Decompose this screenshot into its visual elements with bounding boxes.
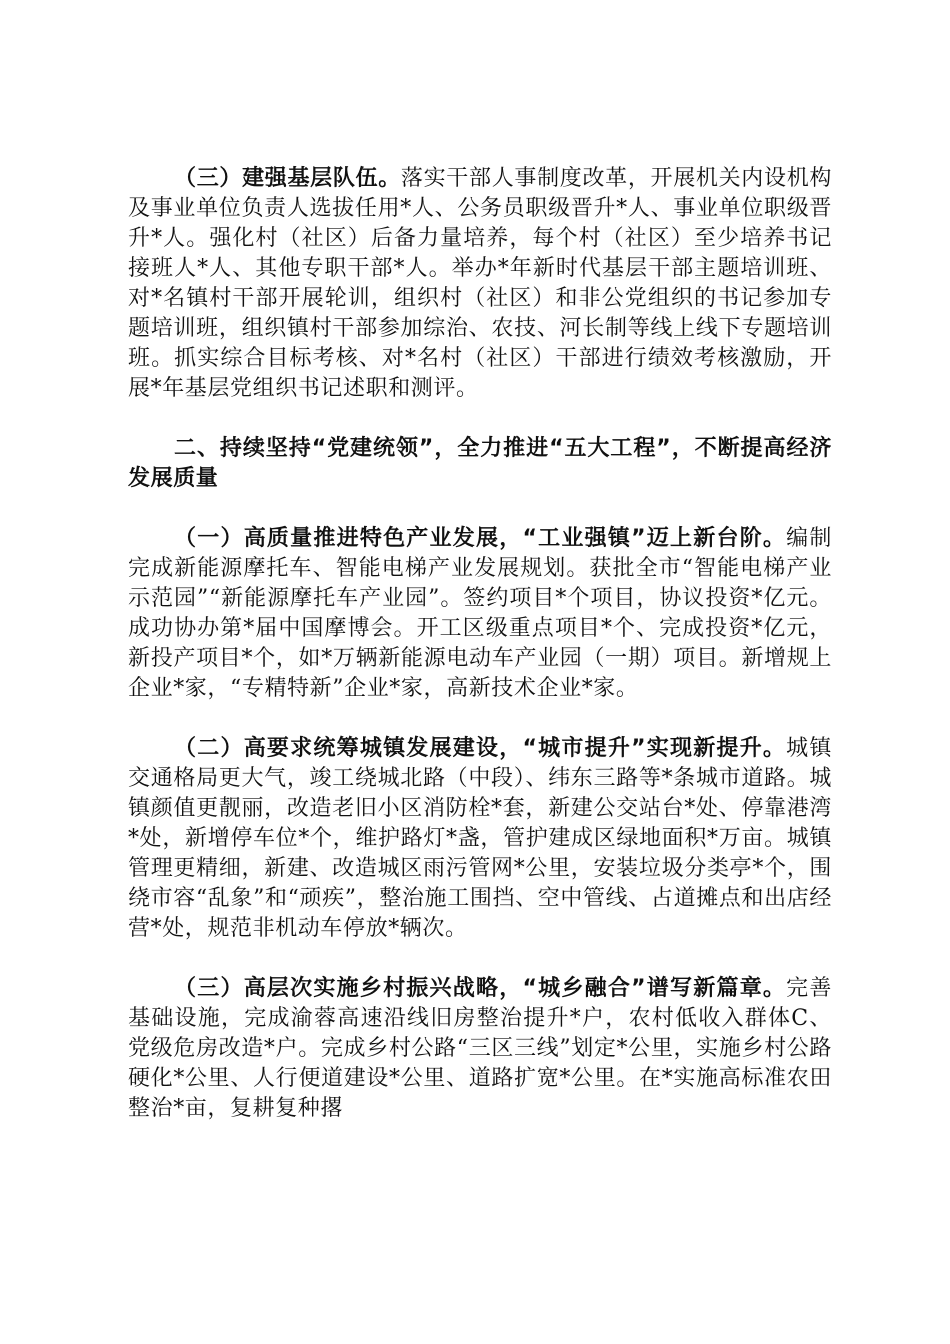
document-page: [128, 164, 832, 1124]
section-body: 城镇交通格局更大气，竣工绕城北路（中段）、纬东三路等*条城市道路。城镇颜值更靓丽，改造老旧小区消防栓*套，新建公交站台*处、停靠港湾*处，新增停车位*个，维护路灯*盏，管护建成区绿地面积*万亩。城镇管理更精细，新建、改造城区雨污管网*公里，安装垃圾分类亭*个，围绕市容“乱象”和“顽疾”，整治施工围挡、空中管线、占道摊点和出店经营*处，规范非机动车停放*辆次。: [128, 736, 833, 941]
heading-text: 二、持续坚持“党建统领”，全力推进“五大工程”，不断提高经济发展质量: [128, 436, 832, 491]
section-industry: [128, 524, 832, 704]
section-heading-two: [128, 434, 832, 494]
section-body: 完善基础设施，完成渝蓉高速沿线旧房整治提升*户，农村低收入群体C、党级危房改造*户。完成乡村公路“三区三线”划定*公里，实施乡村公路硬化*公里、人行便道建设*公里、道路扩宽*公里。在*实施高标准农田整治*亩，复耕复种撂: [128, 976, 833, 1121]
section-urban: [128, 734, 832, 944]
section-body: 编制完成新能源摩托车、智能电梯产业发展规划。获批全市“智能电梯产业示范园”“新能源摩托车产业园”。签约项目*个项目，协议投资*亿元。成功协办第*届中国摩博会。开工区级重点项目*个、完成投资*亿元，新投产项目*个，如*万辆新能源电动车产业园（一期）项目。新增规上企业*家，“专精特新”企业*家，高新技术企业*家。: [128, 526, 833, 701]
section-lead: （二）高要求统筹城镇发展建设，“城市提升”实现新提升。: [174, 736, 787, 761]
section-lead: （一）高质量推进特色产业发展，“工业强镇”迈上新台阶。: [174, 526, 787, 551]
section-team-building: [128, 164, 832, 404]
section-lead: （三）高层次实施乡村振兴战略，“城乡融合”谱写新篇章。: [174, 976, 787, 1001]
section-rural: [128, 974, 832, 1124]
section-body: 落实干部人事制度改革，开展机关内设机构及事业单位负责人选拔任用*人、公务员职级晋升*人、事业单位职级晋升*人。强化村（社区）后备力量培养，每个村（社区）至少培养书记接班人*人、其他专职干部*人。举办*年新时代基层干部主题培训班、对*名镇村干部开展轮训，组织村（社区）和非公党组织的书记参加专题培训班，组织镇村干部参加综治、农技、河长制等线上线下专题培训班。抓实综合目标考核、对*名村（社区）干部进行绩效考核激励，开展*年基层党组织书记述职和测评。: [128, 166, 832, 401]
section-lead: （三）建强基层队伍。: [174, 166, 401, 191]
